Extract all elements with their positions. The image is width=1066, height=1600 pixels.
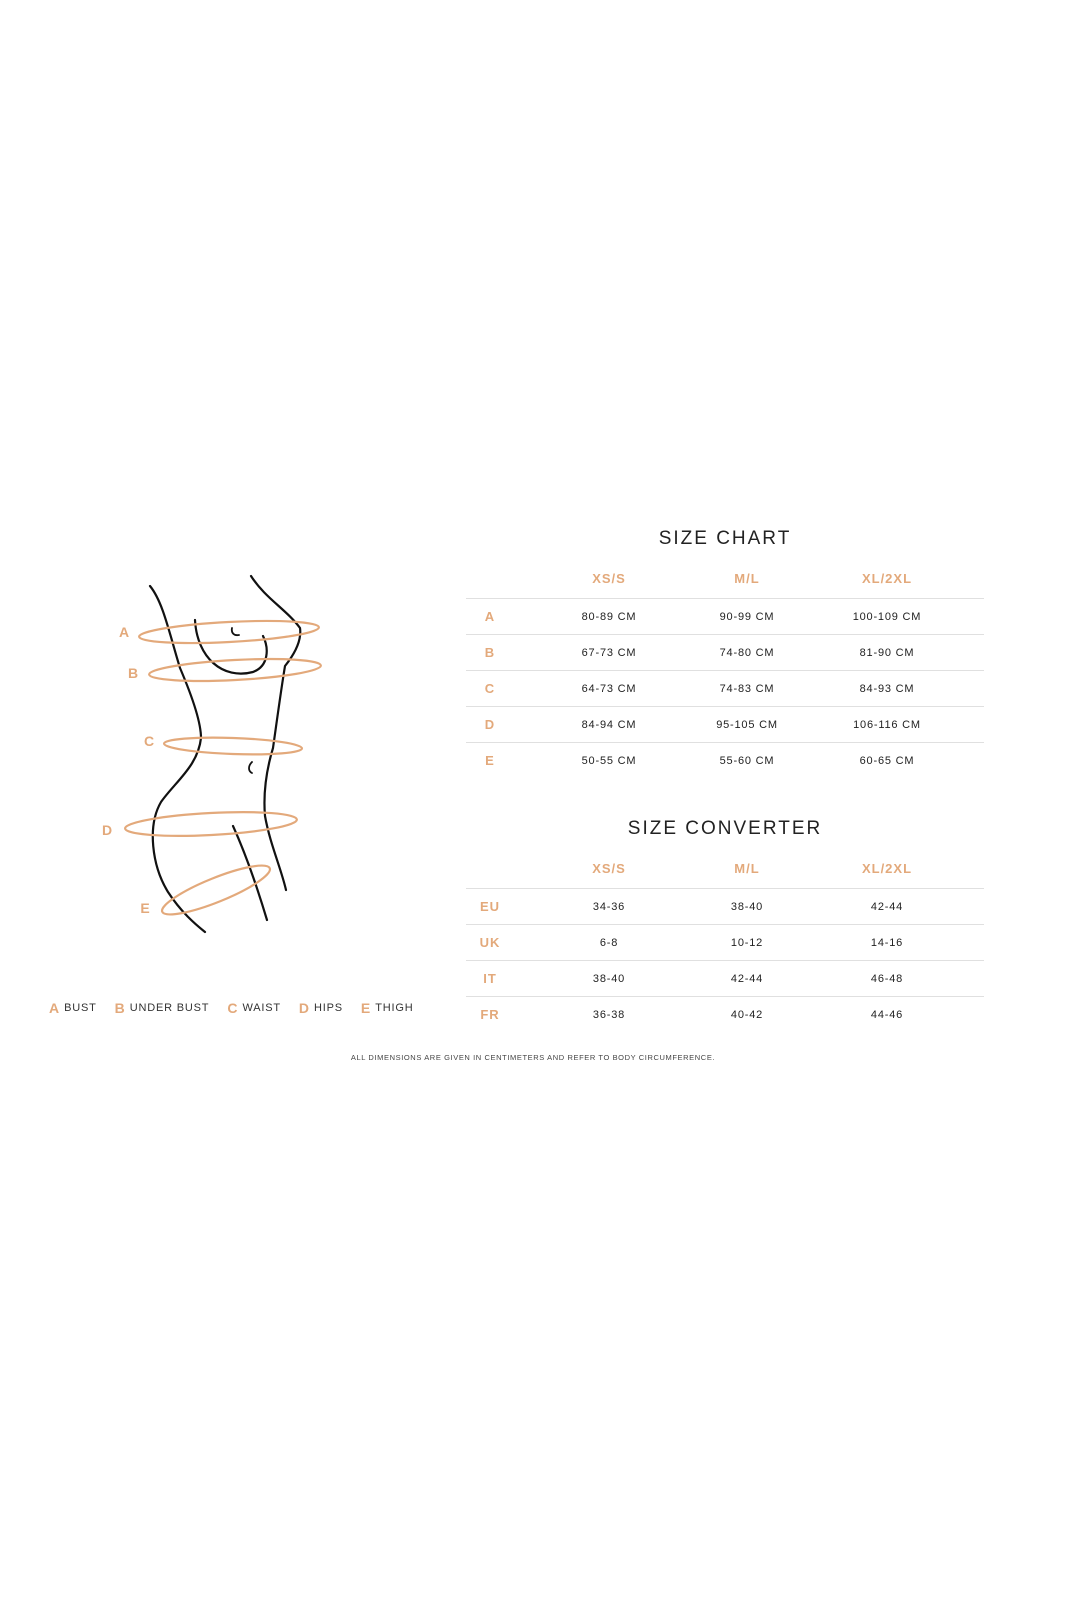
row-label: E [466,743,514,779]
table-cell: 38-40 [704,889,790,925]
header-empty-cell [466,848,514,889]
row-label: UK [466,925,514,961]
table-cell: 67-73 CM [514,635,704,671]
table-cell: 14-16 [790,925,984,961]
table-cell: 55-60 CM [704,743,790,779]
size-chart-title: SIZE CHART [658,528,792,549]
table-cell: 6-8 [514,925,704,961]
column-header: XL/2XL [861,570,913,586]
legend-label: UNDER BUST [129,1002,210,1014]
table-cell: 90-99 CM [704,599,790,635]
table-row [466,599,984,635]
legend-item-hips [299,1000,343,1016]
table-cell: 36-38 [514,997,704,1033]
navel-mark [249,762,252,773]
table-row [466,889,984,925]
body-front-outline [251,576,300,890]
row-label: FR [466,997,514,1033]
column-header: M/L [734,860,760,876]
table-cell: 46-48 [790,961,984,997]
table-spacer [466,778,984,810]
table-cell: 74-80 CM [704,635,790,671]
body-measurement-figure [95,570,335,945]
waist-ring [164,736,302,757]
table-row [466,925,984,961]
table-cell: 81-90 CM [790,635,984,671]
figure-marker-a: A [118,624,130,640]
legend-letter: E [360,1000,371,1016]
table-cell: 60-65 CM [790,743,984,779]
table-row [466,635,984,671]
legend-item-thigh [361,1000,414,1016]
table-cell: 84-93 CM [790,671,984,707]
table-row [466,707,984,743]
legend-letter: C [227,1000,238,1016]
row-label: D [466,707,514,743]
measurement-legend [49,997,429,1019]
hips-ring [125,809,298,840]
size-converter-title: SIZE CONVERTER [627,818,823,839]
footnote: ALL DIMENSIONS ARE GIVEN IN CENTIMETERS AND REFER TO BODY CIRCUMFERENCE. [350,1053,716,1062]
row-label: C [466,671,514,707]
table-cell: 38-40 [514,961,704,997]
table-row [466,743,984,779]
legend-letter: D [298,1000,309,1016]
table-cell: 80-89 CM [514,599,704,635]
column-header: XS/S [592,570,626,586]
size-converter-table [466,848,984,1032]
table-cell: 34-36 [514,889,704,925]
size-tables [466,520,984,1032]
legend-letter: B [114,1000,125,1016]
column-header: XS/S [592,860,626,876]
size-converter-header-row [466,848,984,889]
size-chart-table [466,558,984,778]
table-cell: 74-83 CM [704,671,790,707]
table-cell: 42-44 [790,889,984,925]
legend-label: THIGH [375,1002,414,1014]
column-header: XL/2XL [861,860,913,876]
row-label: IT [466,961,514,997]
table-row [466,671,984,707]
table-cell: 100-109 CM [790,599,984,635]
table-row [466,961,984,997]
body-outline-svg [95,570,335,945]
legend-item-under-bust [115,1000,210,1016]
legend-item-bust [49,1000,97,1016]
table-row [466,997,984,1033]
header-empty-cell [466,558,514,599]
figure-marker-d: D [101,822,113,838]
row-label: EU [466,889,514,925]
legend-label: HIPS [314,1002,343,1014]
row-label: A [466,599,514,635]
table-cell: 50-55 CM [514,743,704,779]
column-header: M/L [734,570,760,586]
leg-outline [233,826,267,920]
figure-marker-e: E [140,900,150,916]
table-cell: 10-12 [704,925,790,961]
size-chart-header-row [466,558,984,599]
row-label: B [466,635,514,671]
table-cell: 64-73 CM [514,671,704,707]
legend-item-waist [227,1000,281,1016]
legend-letter: A [49,1000,60,1016]
table-cell: 106-116 CM [790,707,984,743]
table-cell: 95-105 CM [704,707,790,743]
table-cell: 44-46 [790,997,984,1033]
table-cell: 84-94 CM [514,707,704,743]
nipple-mark [232,628,239,635]
table-cell: 42-44 [704,961,790,997]
legend-label: BUST [64,1002,97,1014]
under-bust-ring [149,656,322,685]
breast-outline [195,620,267,674]
legend-label: WAIST [242,1002,281,1014]
figure-marker-c: C [143,733,155,749]
table-cell: 40-42 [704,997,790,1033]
figure-marker-b: B [127,665,139,681]
